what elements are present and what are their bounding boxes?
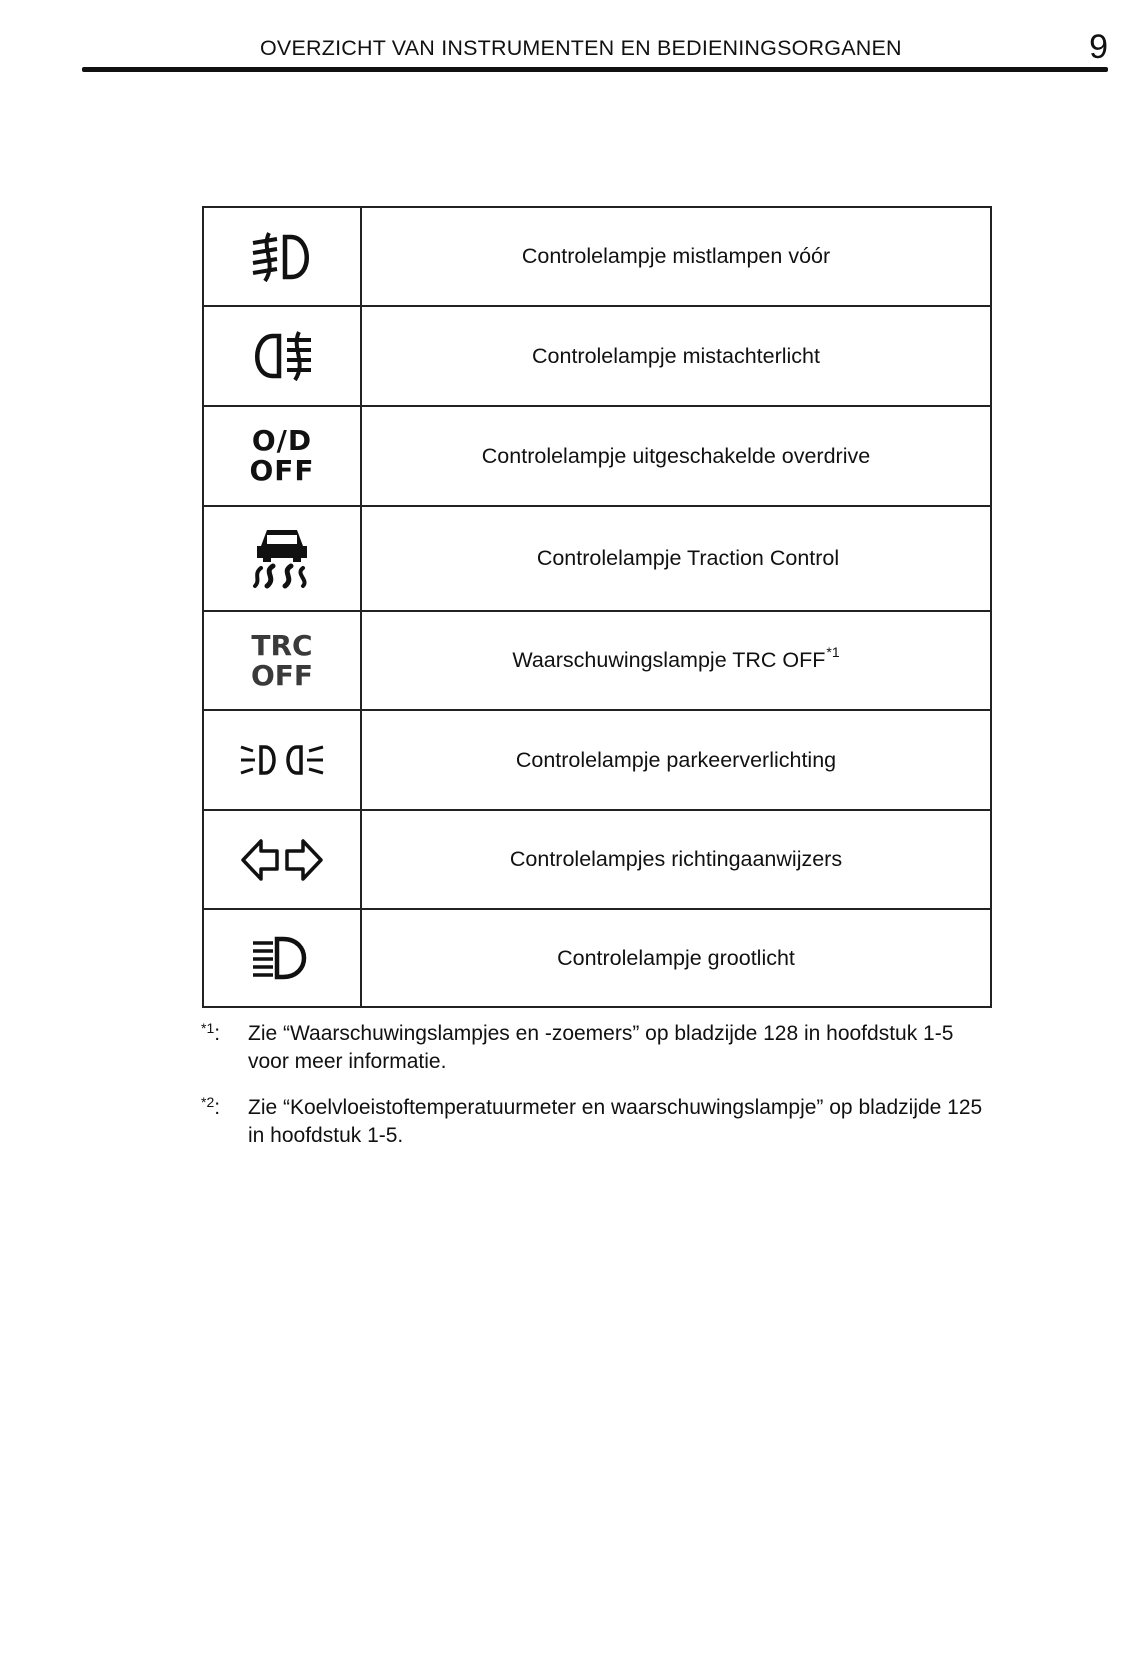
row-label: Controlelampje Traction Control <box>536 546 840 570</box>
header-divider <box>82 67 1108 72</box>
footnote-text: Zie “Koelvloeistoftemperatuurmeter en waarschuwingslampje” op bladzijde 125 in hoofdstuk 1-5. <box>248 1096 983 1147</box>
front-fog-lamp-icon <box>247 229 317 285</box>
icon-cell <box>203 810 361 909</box>
footnote-number: *2 <box>201 1094 215 1110</box>
footnote-marker <box>200 1020 220 1048</box>
page-header <box>82 30 1108 74</box>
icon-cell <box>203 506 361 611</box>
row-label: Controlelampje mistlampen vóór <box>521 244 831 268</box>
description-cell <box>361 406 991 506</box>
table-row <box>203 306 991 406</box>
table-row <box>203 710 991 810</box>
od-off-icon <box>249 426 314 486</box>
description-cell <box>361 306 991 406</box>
table-row <box>203 406 991 506</box>
description-cell <box>361 710 991 810</box>
indicator-table <box>202 206 992 1008</box>
rear-fog-lamp-icon <box>247 328 317 384</box>
icon-cell <box>203 207 361 306</box>
icon-cell <box>203 406 361 506</box>
description-cell <box>361 810 991 909</box>
table-row <box>203 207 991 306</box>
footnote-colon: : <box>214 1022 221 1045</box>
high-beam-icon <box>247 933 317 983</box>
description-cell <box>361 611 991 710</box>
footnote-marker <box>200 1094 220 1122</box>
row-label: Controlelampjes richtingaanwijzers <box>509 847 843 871</box>
row-label: Controlelampje parkeerverlichting <box>515 747 837 772</box>
description-cell <box>361 506 991 611</box>
footnote <box>200 1094 1000 1150</box>
table-row <box>203 506 991 611</box>
footnote <box>200 1020 1000 1076</box>
row-label: Controlelampje mistachterlicht <box>532 343 820 368</box>
row-label: Controlelampje uitgeschakelde overdrive <box>481 443 871 468</box>
traction-control-icon <box>247 524 317 594</box>
icon-cell <box>203 909 361 1007</box>
section-title: OVERZICHT VAN INSTRUMENTEN EN BEDIENINGSORGANEN <box>260 36 902 60</box>
footnote-number: *1 <box>201 1020 215 1036</box>
od-off-icon-line2: OFF <box>249 454 315 487</box>
icon-cell <box>203 306 361 406</box>
footnote-colon: : <box>214 1096 221 1119</box>
icon-cell <box>203 710 361 810</box>
description-cell <box>361 207 991 306</box>
row-label: Controlelampje grootlicht <box>557 945 795 970</box>
table-row <box>203 810 991 909</box>
trc-off-icon-line1: TRC <box>251 628 313 662</box>
footnote-reference: *1 <box>826 644 840 660</box>
table-row <box>203 611 991 710</box>
footnote-text: Zie “Waarschuwingslampjes en -zoemers” op bladzijde 128 in hoofdstuk 1-5 voor meer informatie. <box>248 1022 954 1073</box>
trc-off-icon-line2: OFF <box>250 658 314 692</box>
icon-cell <box>203 611 361 710</box>
row-label: Waarschuwingslampje TRC OFF <box>512 648 826 672</box>
trc-off-icon <box>250 628 314 692</box>
turn-signal-icon <box>239 835 325 885</box>
description-cell <box>361 909 991 1007</box>
od-off-icon-line1: O/D <box>251 424 313 457</box>
page-number: 9 <box>1089 28 1108 66</box>
parking-lights-icon <box>237 735 327 785</box>
table-row <box>203 909 991 1007</box>
footnotes <box>200 1020 1000 1168</box>
